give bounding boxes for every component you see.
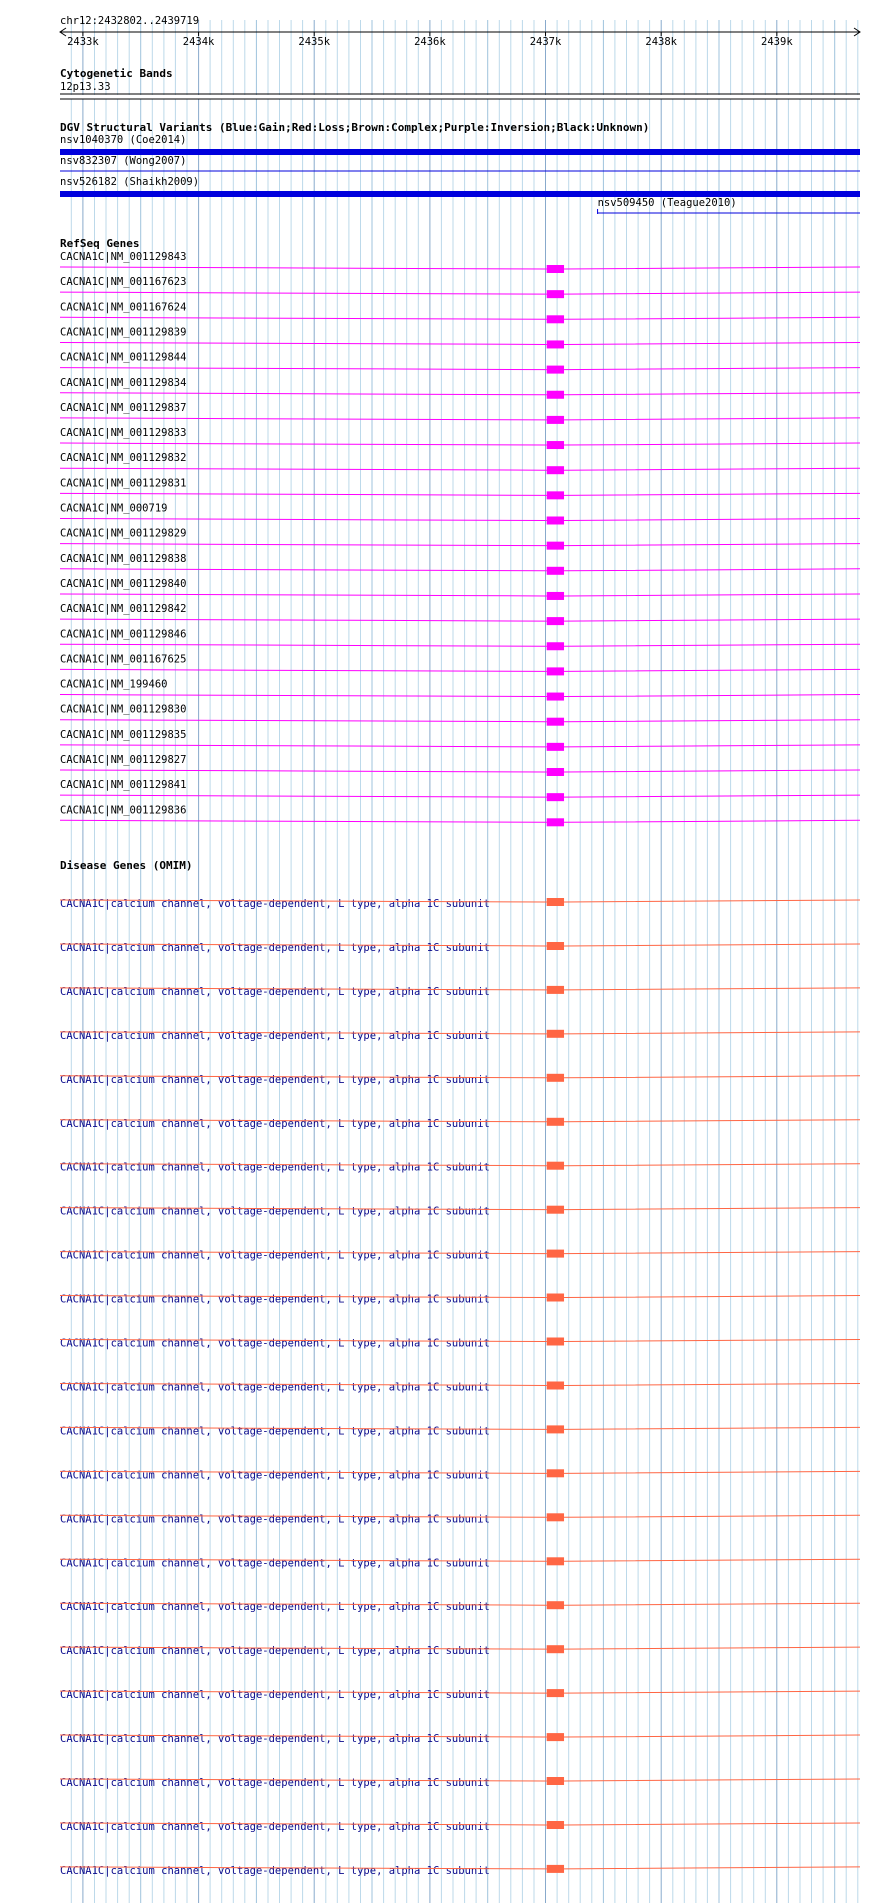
refseq-gene[interactable]	[60, 653, 860, 675]
omim-gene[interactable]	[60, 1821, 860, 1833]
refseq-exon[interactable]	[547, 818, 564, 826]
refseq-gene[interactable]	[60, 276, 860, 298]
refseq-exon[interactable]	[547, 768, 564, 776]
cytoband-track-title: Cytogenetic Bands	[60, 67, 173, 80]
omim-gene[interactable]	[60, 942, 860, 954]
refseq-exon[interactable]	[547, 718, 564, 726]
refseq-intron-line[interactable]	[60, 292, 860, 294]
refseq-gene[interactable]	[60, 679, 860, 701]
omim-gene[interactable]	[60, 1118, 860, 1130]
omim-exon[interactable]	[547, 1733, 564, 1741]
refseq-intron-line[interactable]	[60, 795, 860, 797]
dgv-track	[60, 121, 860, 214]
omim-gene-label: CACNA1C|calcium channel, voltage-dependent, L type, alpha 1C subunit	[60, 1029, 490, 1042]
refseq-intron-line[interactable]	[60, 393, 860, 395]
omim-gene-label: CACNA1C|calcium channel, voltage-dependent, L type, alpha 1C subunit	[60, 1381, 490, 1394]
refseq-gene-label: CACNA1C|NM_001129833	[60, 427, 187, 440]
omim-gene[interactable]	[60, 1601, 860, 1613]
refseq-intron-line[interactable]	[60, 519, 860, 521]
omim-gene[interactable]	[60, 1250, 860, 1262]
refseq-intron-line[interactable]	[60, 644, 860, 646]
refseq-gene-label: CACNA1C|NM_001129827	[60, 754, 187, 766]
refseq-gene-label: CACNA1C|NM_001129830	[60, 703, 187, 716]
ruler-tick-label: 2433k	[67, 36, 99, 48]
coordinate-grid	[71, 20, 858, 1903]
refseq-intron-line[interactable]	[60, 770, 860, 772]
refseq-gene[interactable]	[60, 603, 860, 625]
refseq-exon[interactable]	[547, 542, 564, 550]
refseq-intron-line[interactable]	[60, 594, 860, 596]
refseq-intron-line[interactable]	[60, 745, 860, 747]
refseq-exon[interactable]	[547, 290, 564, 298]
refseq-intron-line[interactable]	[60, 569, 860, 571]
refseq-gene[interactable]	[60, 628, 860, 650]
refseq-gene-label: CACNA1C|NM_001129829	[60, 527, 187, 540]
refseq-gene-label: CACNA1C|NM_001129834	[60, 376, 187, 389]
dgv-feature[interactable]	[60, 134, 860, 155]
omim-gene-label: CACNA1C|calcium channel, voltage-dependent, L type, alpha 1C subunit	[60, 1073, 490, 1086]
omim-gene-label: CACNA1C|calcium channel, voltage-dependent, L type, alpha 1C subunit	[60, 1601, 490, 1614]
omim-exon[interactable]	[547, 1118, 564, 1126]
refseq-exon[interactable]	[547, 366, 564, 374]
refseq-intron-line[interactable]	[60, 695, 860, 697]
refseq-gene-label: CACNA1C|NM_001167624	[60, 301, 187, 314]
omim-exon[interactable]	[547, 1557, 564, 1565]
refseq-track-title: RefSeq Genes	[60, 237, 140, 250]
omim-gene-label: CACNA1C|calcium channel, voltage-dependent, L type, alpha 1C subunit	[60, 941, 490, 954]
refseq-intron-line[interactable]	[60, 820, 860, 822]
refseq-exon[interactable]	[547, 315, 564, 323]
dgv-feature-bar[interactable]	[60, 191, 860, 197]
omim-gene[interactable]	[60, 1513, 860, 1525]
omim-exon[interactable]	[547, 1601, 564, 1609]
omim-gene-label: CACNA1C|calcium channel, voltage-dependent, L type, alpha 1C subunit	[60, 1337, 490, 1350]
dgv-feature[interactable]	[598, 197, 860, 214]
omim-gene-label: CACNA1C|calcium channel, voltage-dependent, L type, alpha 1C subunit	[60, 1513, 490, 1526]
refseq-intron-line[interactable]	[60, 468, 860, 470]
refseq-exon[interactable]	[547, 416, 564, 424]
refseq-gene[interactable]	[60, 553, 860, 575]
refseq-gene[interactable]	[60, 754, 860, 776]
refseq-exon[interactable]	[547, 517, 564, 525]
ruler-tick-label: 2438k	[645, 36, 677, 48]
dgv-feature-label: nsv509450 (Teague2010)	[597, 197, 737, 209]
omim-gene-label: CACNA1C|calcium channel, voltage-dependent, L type, alpha 1C subunit	[60, 1425, 490, 1438]
refseq-gene-label: CACNA1C|NM_001129846	[60, 628, 187, 641]
refseq-exon[interactable]	[547, 466, 564, 474]
omim-gene-label: CACNA1C|calcium channel, voltage-dependent, L type, alpha 1C subunit	[60, 1777, 490, 1789]
omim-gene-label: CACNA1C|calcium channel, voltage-dependent, L type, alpha 1C subunit	[60, 1557, 490, 1570]
omim-gene[interactable]	[60, 1074, 860, 1086]
refseq-gene[interactable]	[60, 578, 860, 600]
omim-gene[interactable]	[60, 1689, 860, 1701]
ruler-tick-label: 2435k	[298, 36, 331, 48]
omim-gene-label: CACNA1C|calcium channel, voltage-dependent, L type, alpha 1C subunit	[60, 1820, 490, 1833]
omim-gene-label: CACNA1C|calcium channel, voltage-dependent, L type, alpha 1C subunit	[60, 1117, 490, 1130]
refseq-gene-label: CACNA1C|NM_001129839	[60, 326, 187, 339]
omim-exon[interactable]	[547, 1689, 564, 1697]
refseq-gene[interactable]	[60, 452, 860, 474]
refseq-exon[interactable]	[547, 441, 564, 449]
refseq-gene[interactable]	[60, 377, 860, 399]
refseq-gene[interactable]	[60, 729, 860, 751]
omim-exon[interactable]	[547, 1030, 564, 1038]
omim-gene[interactable]	[60, 1865, 860, 1877]
coordinate-ruler	[60, 15, 860, 48]
refseq-gene[interactable]	[60, 251, 860, 273]
omim-gene[interactable]	[60, 1469, 860, 1481]
refseq-gene-label: CACNA1C|NM_001129840	[60, 577, 187, 590]
refseq-track	[60, 237, 860, 826]
refseq-exon[interactable]	[547, 667, 564, 675]
refseq-intron-line[interactable]	[60, 267, 860, 269]
refseq-gene-label: CACNA1C|NM_001129837	[60, 401, 187, 414]
omim-exon[interactable]	[547, 898, 564, 906]
refseq-gene-label: CACNA1C|NM_001129841	[60, 779, 187, 792]
refseq-gene-label: CACNA1C|NM_001129832	[60, 452, 187, 465]
omim-gene[interactable]	[60, 1294, 860, 1306]
refseq-exon[interactable]	[547, 617, 564, 625]
omim-gene[interactable]	[60, 1030, 860, 1042]
refseq-exon[interactable]	[547, 743, 564, 751]
ruler-tick-label: 2439k	[761, 36, 793, 48]
ruler-tick-label: 2437k	[529, 36, 562, 48]
refseq-exon[interactable]	[547, 391, 564, 399]
omim-gene[interactable]	[60, 1733, 860, 1745]
omim-gene-label: CACNA1C|calcium channel, voltage-dependent, L type, alpha 1C subunit	[60, 1689, 490, 1702]
omim-exon[interactable]	[547, 1821, 564, 1829]
omim-gene[interactable]	[60, 1777, 860, 1789]
refseq-exon[interactable]	[547, 793, 564, 801]
omim-gene[interactable]	[60, 1206, 860, 1218]
refseq-gene[interactable]	[60, 528, 860, 550]
refseq-gene-label: CACNA1C|NM_199460	[60, 678, 168, 691]
omim-gene[interactable]	[60, 1381, 860, 1393]
refseq-gene-label: CACNA1C|NM_001167623	[60, 276, 187, 289]
refseq-gene[interactable]	[60, 326, 860, 348]
omim-exon[interactable]	[547, 1865, 564, 1873]
location-label: chr12:2432802..2439719	[60, 15, 200, 27]
omim-exon[interactable]	[547, 1074, 564, 1082]
refseq-intron-line[interactable]	[60, 368, 860, 370]
omim-exon[interactable]	[547, 1425, 564, 1433]
cytoband-band[interactable]	[60, 95, 860, 99]
omim-exon[interactable]	[547, 986, 564, 994]
refseq-gene-label: CACNA1C|NM_001167625	[60, 653, 187, 666]
dgv-feature[interactable]	[60, 176, 860, 197]
refseq-gene[interactable]	[60, 704, 860, 726]
refseq-exon[interactable]	[547, 642, 564, 650]
ruler-tick-label: 2436k	[414, 36, 446, 48]
omim-exon[interactable]	[547, 1645, 564, 1653]
omim-gene[interactable]	[60, 986, 860, 998]
refseq-gene-label: CACNA1C|NM_001129842	[60, 603, 187, 616]
refseq-intron-line[interactable]	[60, 418, 860, 420]
refseq-exon[interactable]	[547, 265, 564, 273]
omim-gene[interactable]	[60, 1162, 860, 1174]
omim-gene[interactable]	[60, 898, 860, 910]
omim-gene-label: CACNA1C|calcium channel, voltage-dependent, L type, alpha 1C subunit	[60, 1249, 490, 1262]
omim-gene[interactable]	[60, 1645, 860, 1657]
refseq-intron-line[interactable]	[60, 443, 860, 445]
omim-track-title: Disease Genes (OMIM)	[60, 859, 193, 872]
omim-exon[interactable]	[547, 1382, 564, 1390]
refseq-gene-label: CACNA1C|NM_001129844	[60, 351, 187, 364]
omim-gene-label: CACNA1C|calcium channel, voltage-dependent, L type, alpha 1C subunit	[60, 1293, 490, 1306]
omim-exon[interactable]	[547, 1250, 564, 1258]
refseq-gene[interactable]	[60, 352, 860, 374]
omim-exon[interactable]	[547, 1469, 564, 1477]
refseq-gene[interactable]	[60, 477, 860, 499]
omim-exon[interactable]	[547, 1294, 564, 1302]
omim-exon[interactable]	[547, 1777, 564, 1785]
omim-gene-label: CACNA1C|calcium channel, voltage-dependent, L type, alpha 1C subunit	[60, 1161, 490, 1174]
refseq-gene-label: CACNA1C|NM_001129838	[60, 552, 187, 565]
refseq-exon[interactable]	[547, 567, 564, 575]
omim-exon[interactable]	[547, 1206, 564, 1214]
refseq-intron-line[interactable]	[60, 669, 860, 671]
refseq-gene-label: CACNA1C|NM_001129831	[60, 477, 187, 490]
cytoband-track	[60, 67, 860, 99]
omim-exon[interactable]	[547, 1338, 564, 1346]
refseq-gene-label: CACNA1C|NM_001129836	[60, 804, 187, 817]
refseq-gene[interactable]	[60, 427, 860, 449]
refseq-gene[interactable]	[60, 402, 860, 424]
omim-exon[interactable]	[547, 1162, 564, 1170]
omim-gene-label: CACNA1C|calcium channel, voltage-dependent, L type, alpha 1C subunit	[60, 1645, 490, 1658]
omim-gene-label: CACNA1C|calcium channel, voltage-dependent, L type, alpha 1C subunit	[60, 1205, 490, 1218]
dgv-feature-label: nsv832307 (Wong2007)	[60, 155, 187, 167]
refseq-intron-line[interactable]	[60, 544, 860, 546]
refseq-intron-line[interactable]	[60, 342, 860, 344]
refseq-gene-label: CACNA1C|NM_001129835	[60, 728, 187, 741]
refseq-intron-line[interactable]	[60, 720, 860, 722]
omim-gene[interactable]	[60, 1425, 860, 1437]
omim-gene[interactable]	[60, 1338, 860, 1350]
refseq-gene[interactable]	[60, 804, 860, 826]
dgv-feature-label: nsv526182 (Shaikh2009)	[60, 176, 200, 188]
refseq-intron-line[interactable]	[60, 493, 860, 495]
refseq-gene[interactable]	[60, 779, 860, 801]
refseq-exon[interactable]	[547, 693, 564, 701]
refseq-gene[interactable]	[60, 503, 860, 525]
omim-exon[interactable]	[547, 1513, 564, 1521]
omim-gene-label: CACNA1C|calcium channel, voltage-dependent, L type, alpha 1C subunit	[60, 1469, 490, 1482]
refseq-exon[interactable]	[547, 491, 564, 499]
omim-exon[interactable]	[547, 942, 564, 950]
refseq-gene-label: CACNA1C|NM_000719	[60, 502, 168, 515]
omim-gene[interactable]	[60, 1557, 860, 1569]
omim-gene-label: CACNA1C|calcium channel, voltage-dependent, L type, alpha 1C subunit	[60, 985, 490, 998]
refseq-gene-label: CACNA1C|NM_001129843	[60, 251, 187, 263]
refseq-gene[interactable]	[60, 301, 860, 323]
dgv-feature-label: nsv1040370 (Coe2014)	[60, 134, 187, 146]
refseq-exon[interactable]	[547, 592, 564, 600]
refseq-intron-line[interactable]	[60, 317, 860, 319]
cytoband-label: 12p13.33	[60, 81, 111, 93]
dgv-track-title: DGV Structural Variants (Blue:Gain;Red:Loss;Brown:Complex;Purple:Inversion;Black:Unknown)	[60, 121, 650, 134]
dgv-feature[interactable]	[60, 155, 860, 171]
omim-gene-label: CACNA1C|calcium channel, voltage-dependent, L type, alpha 1C subunit	[60, 1733, 490, 1746]
ruler-tick-label: 2434k	[182, 36, 215, 48]
omim-gene-label: CACNA1C|calcium channel, voltage-dependent, L type, alpha 1C subunit	[60, 898, 490, 910]
omim-track	[60, 859, 860, 1877]
omim-gene-label: CACNA1C|calcium channel, voltage-dependent, L type, alpha 1C subunit	[60, 1864, 490, 1877]
refseq-intron-line[interactable]	[60, 619, 860, 621]
refseq-exon[interactable]	[547, 340, 564, 348]
